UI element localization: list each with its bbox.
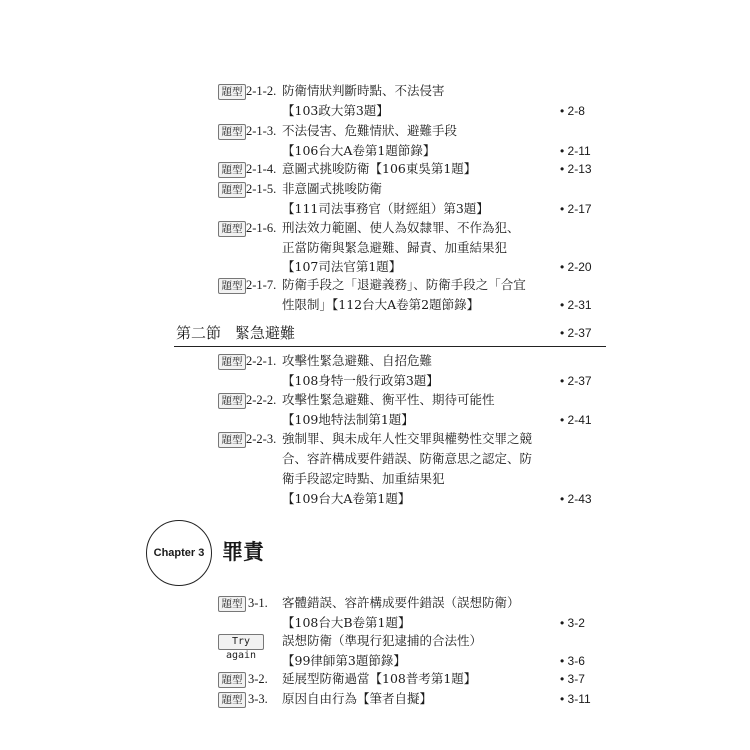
section-number: 第二節 bbox=[176, 324, 222, 342]
topic-badge: 題型 bbox=[218, 124, 246, 140]
page-ref: • 2-20 bbox=[560, 260, 592, 274]
entry-text-line: 【107司法官第1題】 bbox=[282, 259, 402, 274]
page-ref: • 2-13 bbox=[560, 162, 592, 176]
entry-text-line: 意圖式挑唆防衛【106東吳第1題】 bbox=[282, 161, 477, 176]
page-ref: • 2-37 bbox=[560, 374, 592, 388]
chapter-title: 罪責 bbox=[222, 540, 264, 564]
entry-text-line: 【108台大B卷第1題】 bbox=[282, 615, 411, 630]
entry-number: 2-2-3. bbox=[246, 432, 277, 446]
page-ref: • 3-2 bbox=[560, 616, 585, 630]
entry-text-line: 攻擊性緊急避難、自招危難 bbox=[282, 353, 433, 368]
page-ref: • 2-8 bbox=[560, 104, 585, 118]
page-ref: • 2-43 bbox=[560, 492, 592, 506]
entry-text-line: 防衛情狀判斷時點、不法侵害 bbox=[282, 83, 445, 98]
entry-text-line: 不法侵害、危難情狀、避難手段 bbox=[282, 123, 458, 138]
entry-text-line: 【109地特法制第1題】 bbox=[282, 412, 414, 427]
page-ref: • 3-7 bbox=[560, 672, 585, 686]
topic-badge: 題型 bbox=[218, 393, 246, 409]
entry-text-line: 防衛手段之「退避義務」、防衛手段之「合宜 bbox=[282, 277, 526, 292]
entry-number: 3-3. bbox=[248, 692, 268, 706]
topic-badge: 題型 bbox=[218, 692, 246, 708]
section-heading bbox=[176, 322, 295, 344]
entry-number: 2-1-3. bbox=[246, 124, 277, 138]
entry-text-line: 【109台大A卷第1題】 bbox=[282, 491, 411, 506]
entry-number: 2-1-5. bbox=[246, 182, 277, 196]
entry-text-line: 正當防衛與緊急避難、歸責、加重結果犯 bbox=[282, 240, 508, 255]
entry-text-line: 【106台大A卷第1題節錄】 bbox=[282, 143, 436, 158]
page-ref: • 2-31 bbox=[560, 298, 592, 312]
entry-text-line: 延展型防衛過當【108普考第1題】 bbox=[282, 671, 477, 686]
page-ref: • 2-11 bbox=[560, 144, 591, 158]
entry-number: 2-2-1. bbox=[246, 354, 277, 368]
section-page-ref: • 2-37 bbox=[560, 326, 592, 340]
entry-text-line: 強制罪、與未成年人性交罪與權勢性交罪之競 bbox=[282, 431, 533, 446]
entry-number: 2-1-2. bbox=[246, 84, 277, 98]
topic-badge: 題型 bbox=[218, 596, 246, 612]
entry-number: 2-1-6. bbox=[246, 221, 277, 235]
page-ref: • 3-11 bbox=[560, 692, 591, 706]
topic-badge: 題型 bbox=[218, 432, 246, 448]
topic-badge: 題型 bbox=[218, 354, 246, 370]
entry-text-line: 衛手段認定時點、加重結果犯 bbox=[282, 471, 445, 486]
entry-text-line: 【108身特一般行政第3題】 bbox=[282, 373, 439, 388]
entry-number: 3-1. bbox=[248, 596, 268, 610]
entry-text-line: 【99律師第3題節錄】 bbox=[282, 653, 406, 668]
section-divider bbox=[174, 346, 606, 347]
chapter-label: Chapter 3 bbox=[153, 547, 205, 559]
entry-number: 2-1-4. bbox=[246, 162, 277, 176]
entry-text-line: 原因自由行為【筆者自擬】 bbox=[282, 691, 433, 706]
entry-text-line: 【111司法事務官（財經組）第3題】 bbox=[282, 201, 489, 216]
entry-text-line: 誤想防衛（準現行犯逮捕的合法性） bbox=[282, 633, 483, 648]
topic-badge: 題型 bbox=[218, 221, 246, 237]
entry-number: 2-1-7. bbox=[246, 278, 277, 292]
entry-number: 3-2. bbox=[248, 672, 268, 686]
entry-text-line: 客體錯誤、容許構成要件錯誤（誤想防衛） bbox=[282, 595, 520, 610]
entry-text-line: 性限制」【112台大A卷第2題節錄】 bbox=[282, 297, 480, 312]
entry-text-line: 刑法效力範圍、使人為奴隸罪、不作為犯、 bbox=[282, 220, 520, 235]
topic-badge: 題型 bbox=[218, 672, 246, 688]
entry-text-line: 非意圖式挑唆防衛 bbox=[282, 181, 383, 196]
topic-badge: 題型 bbox=[218, 278, 246, 294]
topic-badge: 題型 bbox=[218, 182, 246, 198]
chapter-badge-circle bbox=[146, 520, 212, 586]
page-ref: • 3-6 bbox=[560, 654, 585, 668]
entry-text-line: 合、容許構成要件錯誤、防衛意思之認定、防 bbox=[282, 451, 533, 466]
entry-text-line: 攻擊性緊急避難、衡平性、期待可能性 bbox=[282, 392, 495, 407]
page-ref: • 2-17 bbox=[560, 202, 592, 216]
topic-badge: 題型 bbox=[218, 162, 246, 178]
entry-number: 2-2-2. bbox=[246, 393, 277, 407]
page-ref: • 2-41 bbox=[560, 413, 592, 427]
topic-badge: 題型 bbox=[218, 84, 246, 100]
entry-text-line: 【103政大第3題】 bbox=[282, 103, 389, 118]
try-again-badge: Try again bbox=[218, 634, 264, 650]
section-title-text: 緊急避難 bbox=[235, 324, 296, 342]
